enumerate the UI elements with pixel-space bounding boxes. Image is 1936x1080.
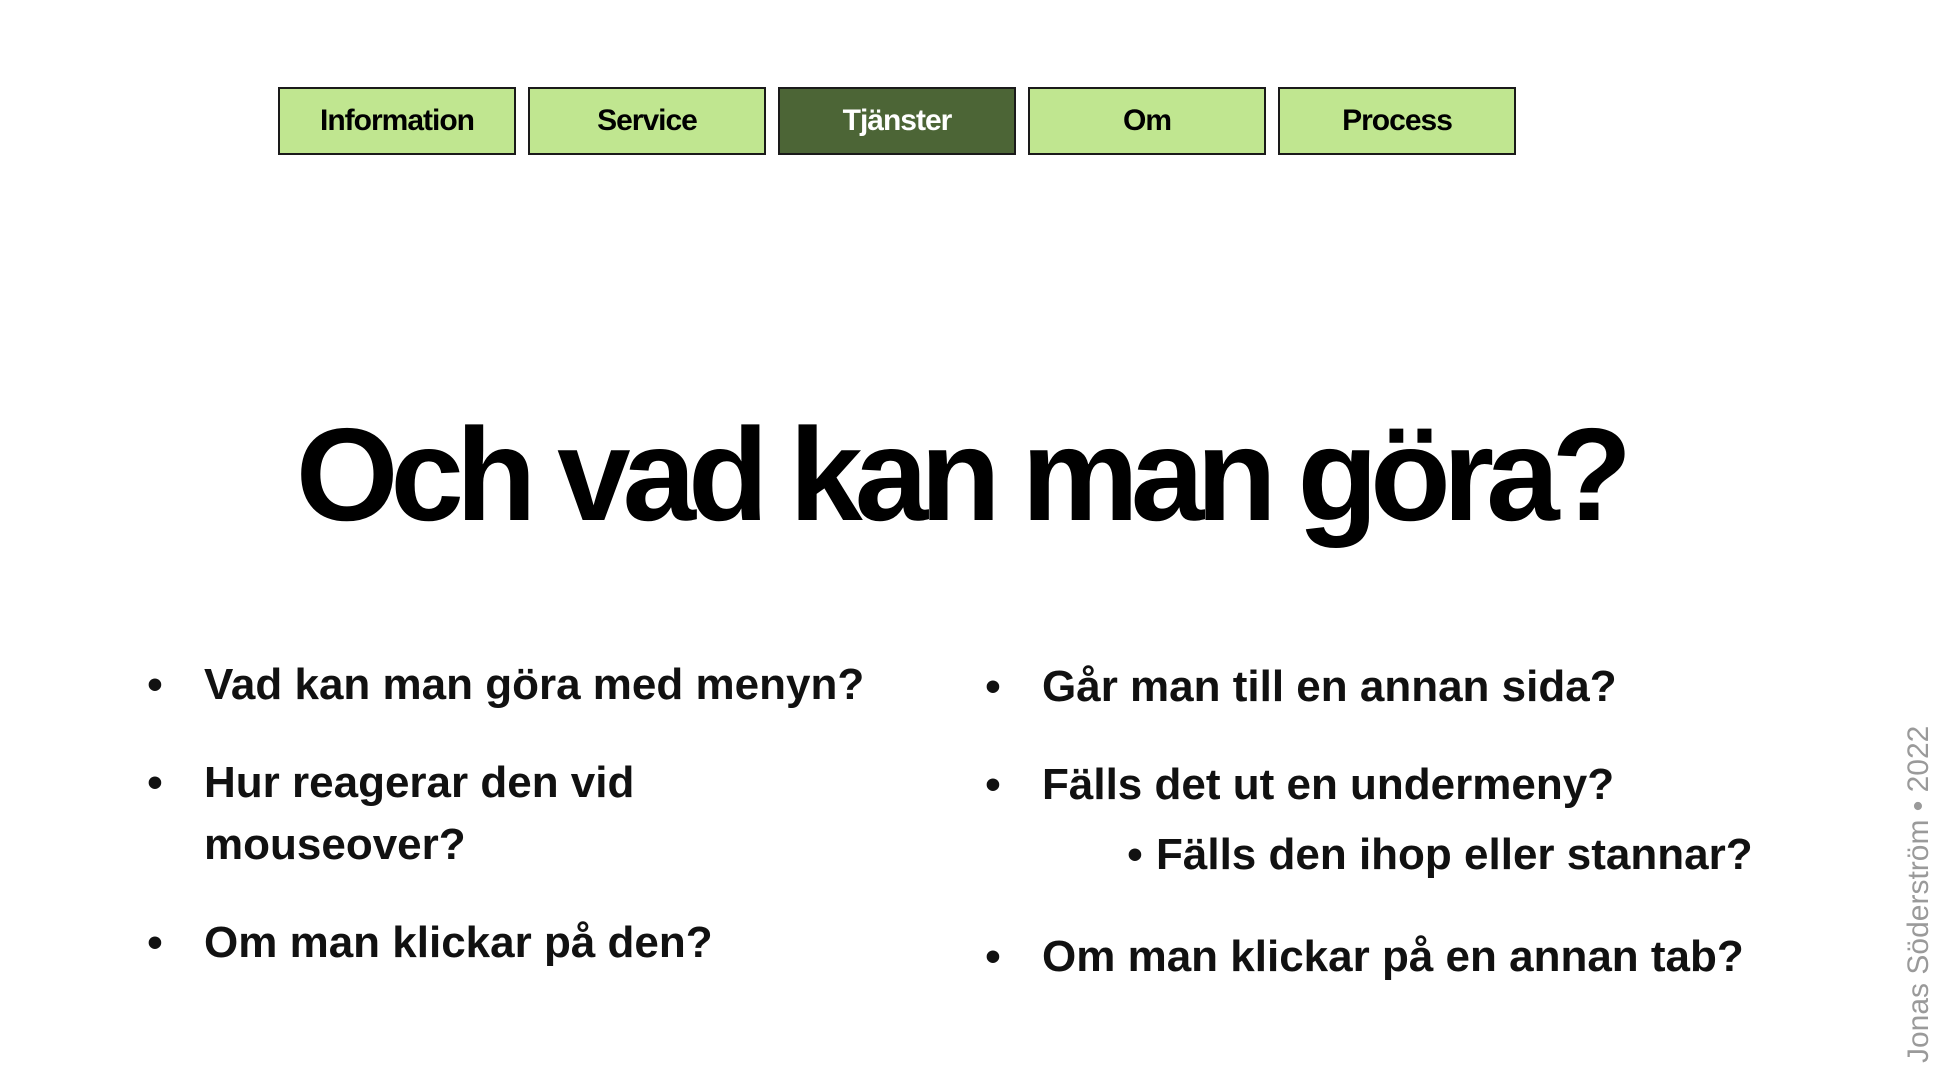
tab-tjanster[interactable]: Tjänster — [778, 87, 1016, 155]
sub-list-item-text: Fälls den ihop eller stannar? — [1156, 830, 1753, 879]
sub-bullet-list — [1042, 824, 1858, 886]
bullet-icon: • — [985, 662, 1001, 711]
list-item — [140, 752, 764, 876]
sub-list-item — [1120, 824, 1858, 886]
tab-information[interactable]: Information — [278, 87, 516, 155]
bullet-icon: • — [147, 660, 163, 709]
list-item-text: Om man klickar på en annan tab? — [1042, 932, 1744, 981]
bullet-icon: • — [985, 932, 1001, 981]
bullet-list-left — [140, 654, 940, 1010]
tab-service[interactable]: Service — [528, 87, 766, 155]
author-credit: Jonas Söderström • 2022 — [1902, 725, 1935, 1063]
list-item-text: Går man till en annan sida? — [1042, 662, 1617, 711]
bullet-icon: • — [1127, 830, 1143, 879]
list-item — [978, 926, 1858, 988]
list-item — [978, 754, 1858, 886]
page-title: Och vad kan man göra? — [295, 401, 1625, 548]
list-item-text: Hur reagerar den vid mouseover? — [204, 758, 635, 869]
tab-bar — [278, 87, 1516, 155]
bullet-icon: • — [985, 760, 1001, 809]
list-item-text: Fälls det ut en undermeny? — [1042, 760, 1615, 809]
tab-om[interactable]: Om — [1028, 87, 1266, 155]
bullet-list-right — [978, 656, 1858, 1024]
bullet-icon: • — [147, 918, 163, 967]
list-item-text: Vad kan man göra med menyn? — [204, 660, 865, 709]
list-item-text: Om man klickar på den? — [204, 918, 713, 967]
list-item — [140, 654, 940, 716]
tab-process[interactable]: Process — [1278, 87, 1516, 155]
list-item — [978, 656, 1858, 718]
list-item — [140, 912, 940, 974]
bullet-icon: • — [147, 758, 163, 807]
